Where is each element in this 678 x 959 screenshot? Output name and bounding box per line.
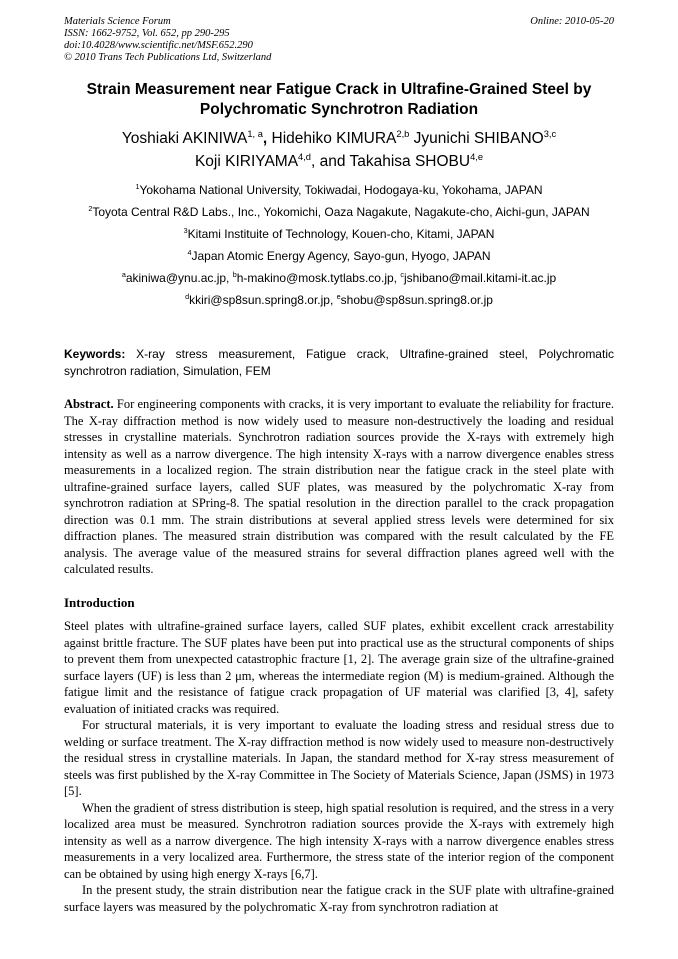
paragraph: Steel plates with ultrafine-grained surface layers, called SUF plates, exhibit excellent crack arrestability against brittle fracture. The SUF plates have been put into practical use as the structural components of ships to prevent them from unexpected catastrophic fracture [1, 2]. The average grain size of the ultrafine-grained surface layers (UF) is less than 2 μm, whereas the intermediate region (M) is medium-grained. Although the fatigue limit and the resistance of fatigue crack propagation of UF material was clarified [3, 4], safety evaluation of initiated cracks was required. xyxy=(64,619,614,716)
copyright-line: © 2010 Trans Tech Publications Ltd, Switzerland xyxy=(64,52,272,63)
affiliation xyxy=(30,224,648,246)
online-date: Online: 2010-05-20 xyxy=(530,16,614,27)
email-link[interactable]: shobu@sp8sun.spring8.or.jp xyxy=(340,293,493,307)
paragraph: When the gradient of stress distribution is steep, high spatial resolution is required, and the stress in a very localized area must be measured. Synchrotron radiation sources provide the X-rays with extremely high intensity as well as a narrow divergence. The high intensity X-rays with a narrow divergence enables stress measurements in a very localized area. Furthermore, the stress state of the interior region of the component can be obtained by using high energy X-rays [6,7]. xyxy=(64,800,614,881)
author-sup: 4,d xyxy=(298,151,311,162)
keywords xyxy=(64,346,614,380)
affiliation xyxy=(30,246,648,268)
author-separator: , and xyxy=(310,153,350,170)
affiliation xyxy=(30,202,648,224)
affiliation-sup: 4 xyxy=(187,248,192,257)
doi-line: doi:10.4028/www.scientific.net/MSF.652.290 xyxy=(64,40,253,51)
abstract-text: For engineering components with cracks, it is very important to evaluate the reliability for fracture. The X-ray diffraction method is now widely used to measure non-destructively the loading and residual stresses in crystalline materials. Synchrotron radiation sources provide the X-rays with extremely high intensity as well as a narrow divergence. The high intensity X-rays with a narrow divergence enables stress measurements in a localized region. The strain distribution near the fatigue crack in the steel plate with ultrafine-grained surface layers, called SUF plates, was measured by the polychromatic X-ray from synchrotron radiation at SPring-8. The spatial resolution in the direction parallel to the crack propagation direction was 0.1 mm. The strain distributions at several applied stress levels were determined for six diffraction planes. The measured strain distribution was compared with the result calculated by the FE analysis. The average value of the measured strains for several diffraction planes agreed well with the calculated results. xyxy=(64,397,614,576)
affiliation-sup: 1 xyxy=(135,182,140,191)
email-line: $^d$kkiri@sp8sun.spring8.or.jp, $^e$shobu@sp8sun.spring8.or.jp xyxy=(185,292,493,307)
affiliation xyxy=(30,180,648,202)
author-name: Jyunichi SHIBANO xyxy=(413,130,544,147)
author-name: Hidehiko KIMURA xyxy=(271,130,397,147)
issn-line: ISSN: 1662-9752, Vol. 652, pp 290-295 xyxy=(64,28,230,39)
keywords-text: X-ray stress measurement, Fatigue crack, Ultrafine-grained steel, Polychromatic synchrotron radiation, Simulation, FEM xyxy=(64,347,614,378)
author-name: Takahisa SHOBU xyxy=(349,153,471,170)
abstract-label: Abstract. xyxy=(64,397,114,411)
affiliation-sup: 2 xyxy=(88,204,93,213)
affiliation-text: Kitami Instituite of Technology, Kouen-cho, Kitami, JAPAN xyxy=(187,227,495,241)
affiliation-text: Toyota Central R&D Labs., Inc., Yokomichi, Oaza Nagakute, Nagakute-cho, Aichi-gun, JAPAN xyxy=(92,205,590,219)
author-sup: 1, a xyxy=(247,128,263,139)
affiliation-sup: 3 xyxy=(183,226,188,235)
paragraph: In the present study, the strain distribution near the fatigue crack in the SUF plate with ultrafine-grained surface layers was measured by the polychromatic X-ray from synchrotron radiation at xyxy=(64,883,614,914)
email-line: $^a$akiniwa@ynu.ac.jp, $^b$h-makino@mosk.tytlabs.co.jp, $^c$jshibano@mail.kitami-it.ac.jp xyxy=(121,270,557,285)
author-sup: 4,e xyxy=(470,151,484,162)
journal-name: Materials Science Forum xyxy=(64,16,171,27)
email-link[interactable]: jshibano@mail.kitami-it.ac.jp xyxy=(403,271,557,285)
paper-title: Strain Measurement near Fatigue Crack in Ultrafine-Grained Steel by Polychromatic Synchrotron Radiation xyxy=(86,81,592,118)
author-sup: 3,c xyxy=(543,128,557,139)
section-heading-introduction: Introduction xyxy=(64,595,135,610)
email-link[interactable]: akiniwa@ynu.ac.jp, xyxy=(125,271,230,285)
affiliations xyxy=(30,180,648,312)
author-list: Yoshiaki AKINIWA$^{1, a}$, Hidehiko KIMURA$^{2,b}$ Jyunichi SHIBANO$^{3,c}$ Koji KIRIYAMA$^{4,d}$, and Takahisa SHOBU$^{4,e}$ xyxy=(121,128,557,170)
paragraph: For structural materials, it is very important to evaluate the loading stress and residual stress due to welding or surface treatment. The X-ray diffraction method is now widely used to measure non-destructively the residual stress in crystalline materials. In Japan, the standard method for X-ray stress measurement of steels was first published by the X-ray Committee in The Society of Materials Science, Japan (JSMS) in 1973 [5]. xyxy=(64,718,614,798)
author-name: Koji KIRIYAMA xyxy=(194,153,299,170)
journal-header xyxy=(64,16,614,64)
introduction-body xyxy=(64,618,614,915)
keywords-label: Keywords: xyxy=(64,347,126,361)
author-name: Yoshiaki AKINIWA xyxy=(121,130,248,147)
author-sup: 2,b xyxy=(396,128,410,139)
email-link[interactable]: h-makino@mosk.tytlabs.co.jp, xyxy=(236,271,397,285)
email-link[interactable]: kkiri@sp8sun.spring8.or.jp, xyxy=(189,293,334,307)
abstract xyxy=(64,396,614,578)
affiliation-text: Japan Atomic Energy Agency, Sayo-gun, Hyogo, JAPAN xyxy=(191,249,491,263)
affiliation-text: Yokohama National University, Tokiwadai, Hodogaya-ku, Yokohama, JAPAN xyxy=(139,183,543,197)
